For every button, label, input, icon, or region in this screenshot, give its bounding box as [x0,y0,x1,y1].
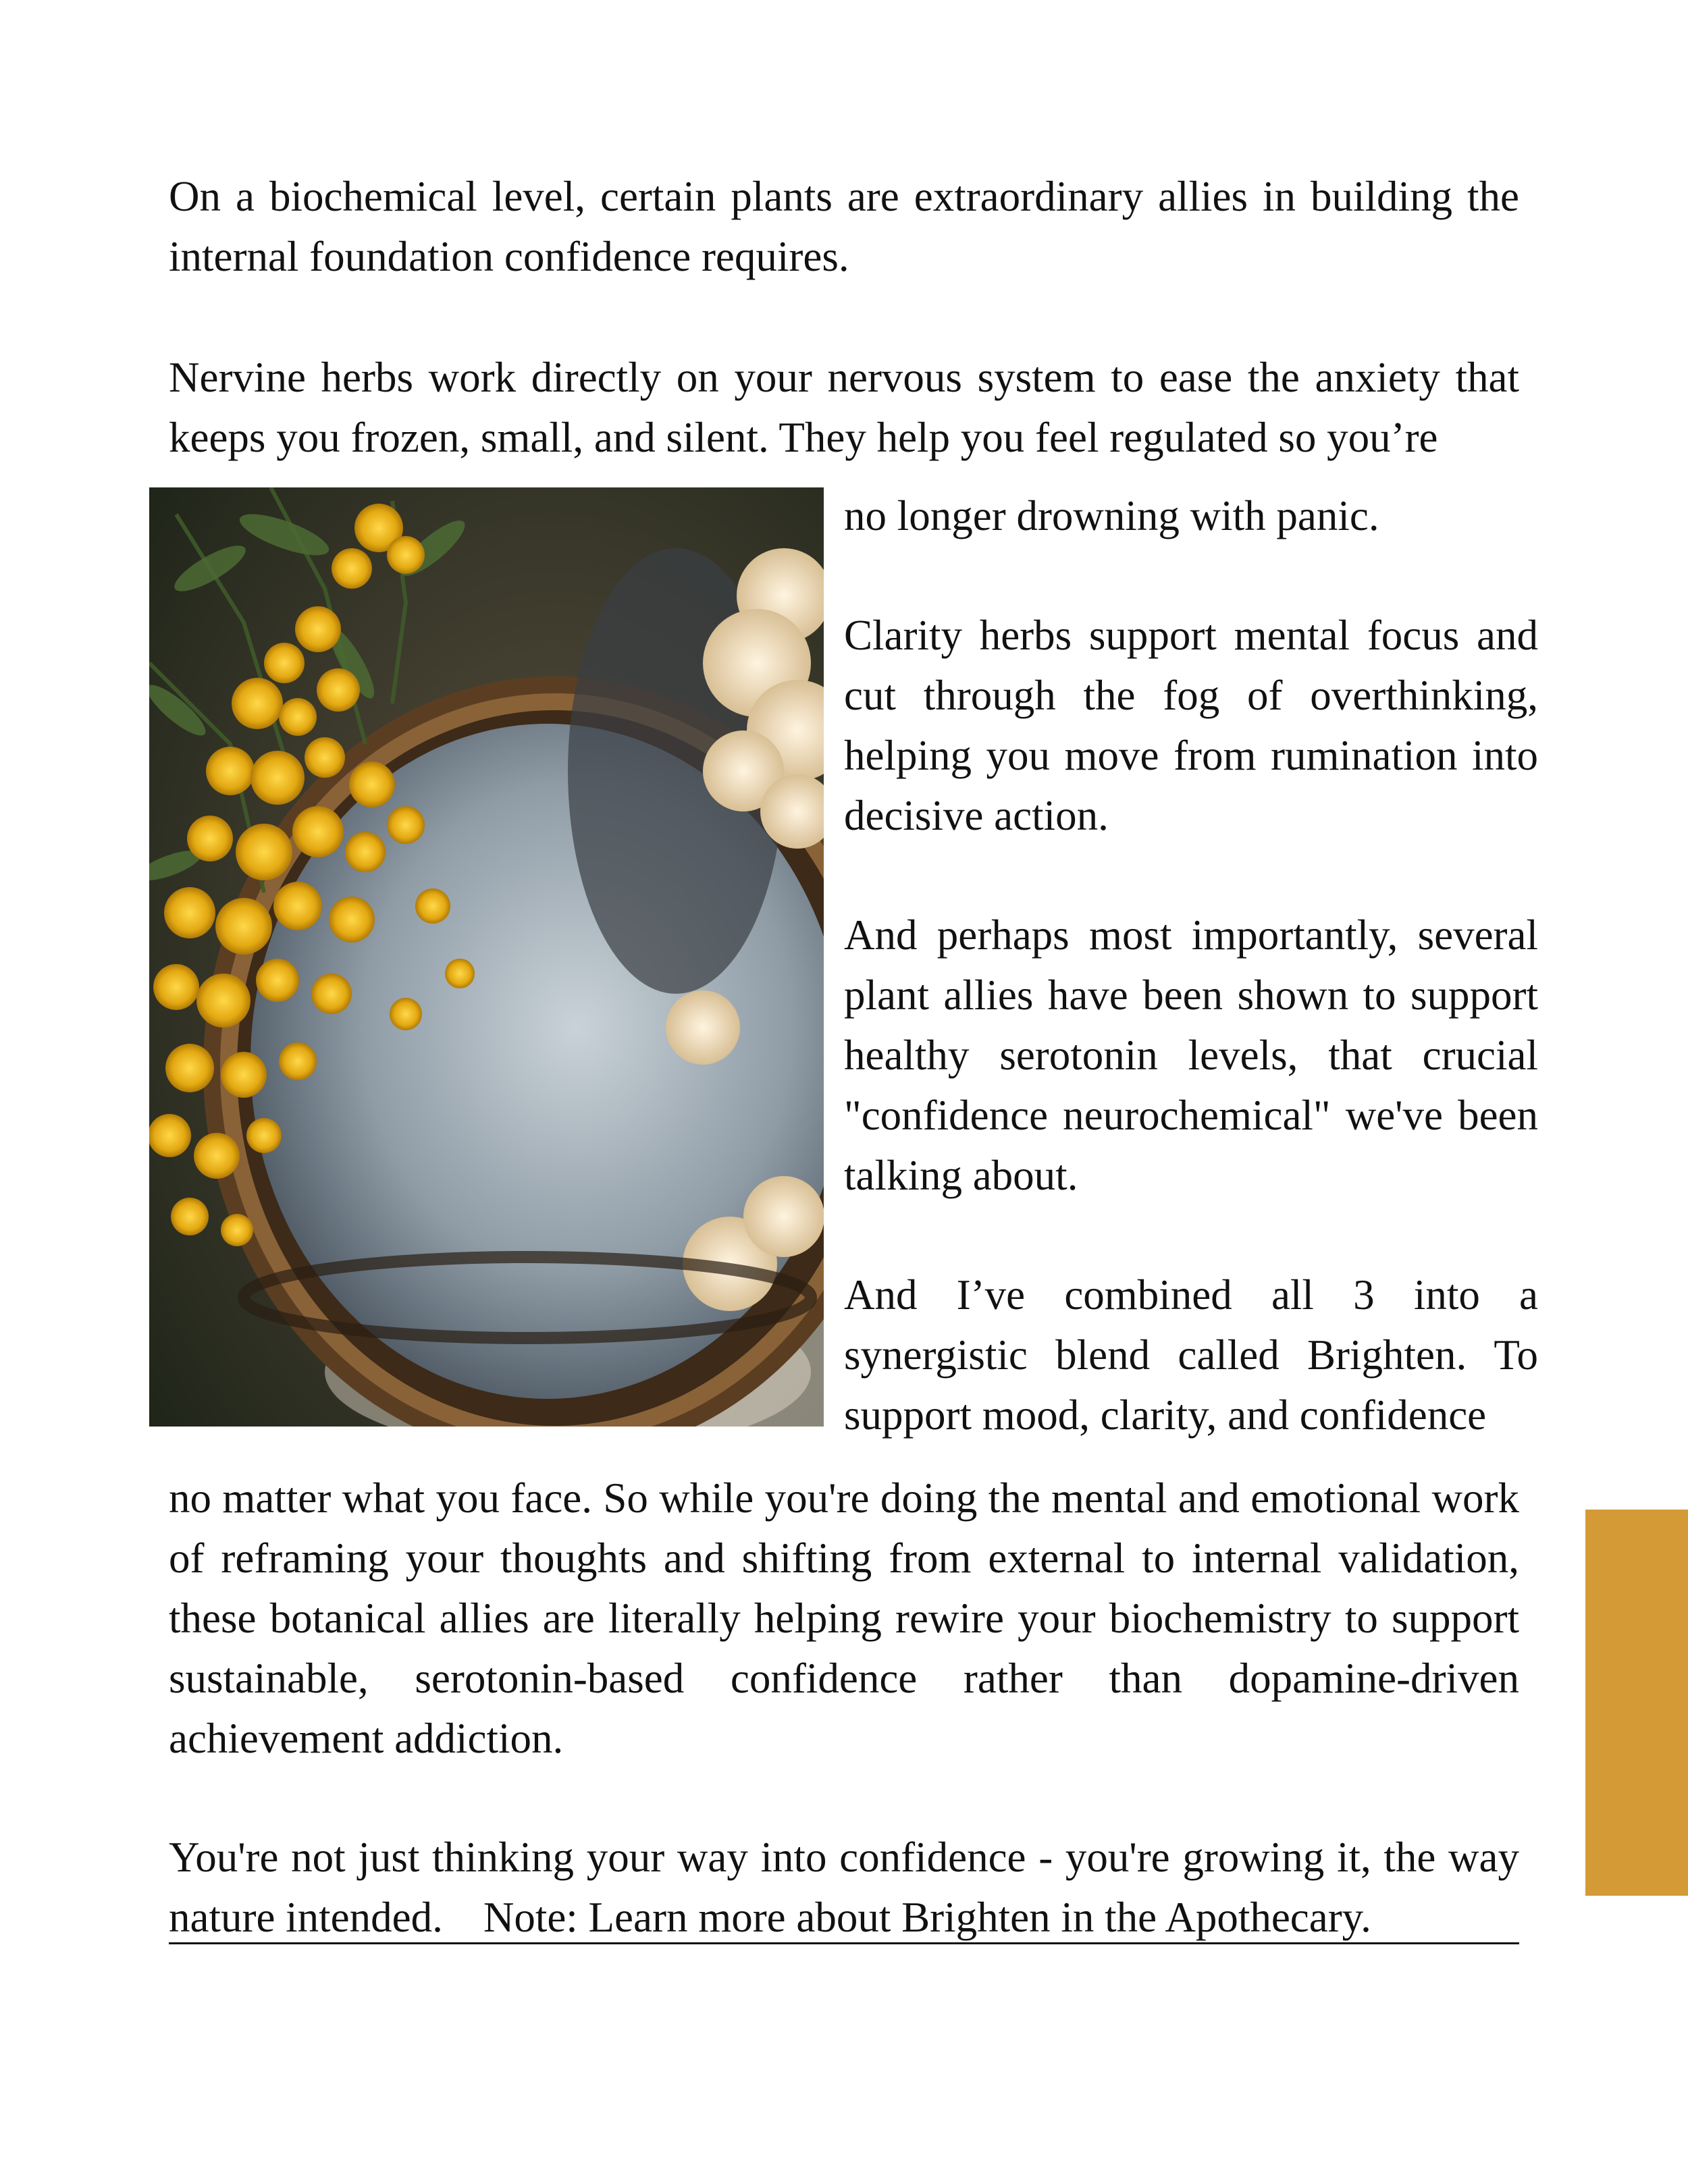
growing-confidence-text: You're not just thinking your way into confidence - you're growing it, the way nature intended. [169,1834,1519,1941]
apothecary-note-link[interactable]: Note: Learn more about Brighten in the Apothecary. [483,1894,1371,1941]
paragraph-no-longer-drowning: no longer drowning with panic. [844,492,1379,539]
paragraph-brighten-blend: And I’ve combined all 3 into a synergistic blend called Brighten. To support mood, clarity, and confidence [844,1271,1538,1439]
paragraph-biochemical-intro: On a biochemical level, certain plants are extraordinary allies in building the internal foundation confidence requires. [169,173,1519,280]
mimosa-mirror-photo [149,487,824,1427]
paragraph-botanical-allies: no matter what you face. So while you're doing the mental and emotional work of reframing your thoughts and shifting from external to internal validation, these botanical allies are literally helping rewire your biochemistry to support sustainable, serotonin-based confidence rather than dopamine-driven achievement addiction. [169,1474,1519,1762]
paragraph-clarity-herbs: Clarity herbs support mental focus and cut through the fog of overthinking, helping you move from rumination into decisive action. [844,612,1538,839]
paragraph-serotonin-allies: And perhaps most importantly, several plant allies have been shown to support healthy serotonin levels, that crucial "confidence neurochemical" we've been talking about. [844,911,1538,1199]
paragraph-nervine-herbs: Nervine herbs work directly on your nervous system to ease the anxiety that keeps you frozen, small, and silent. They help you feel regulated so you’re [169,354,1519,461]
note-underline [169,1942,1519,1944]
side-tab-accent [1585,1510,1688,1896]
paragraph-growing-confidence [169,1828,1519,1948]
